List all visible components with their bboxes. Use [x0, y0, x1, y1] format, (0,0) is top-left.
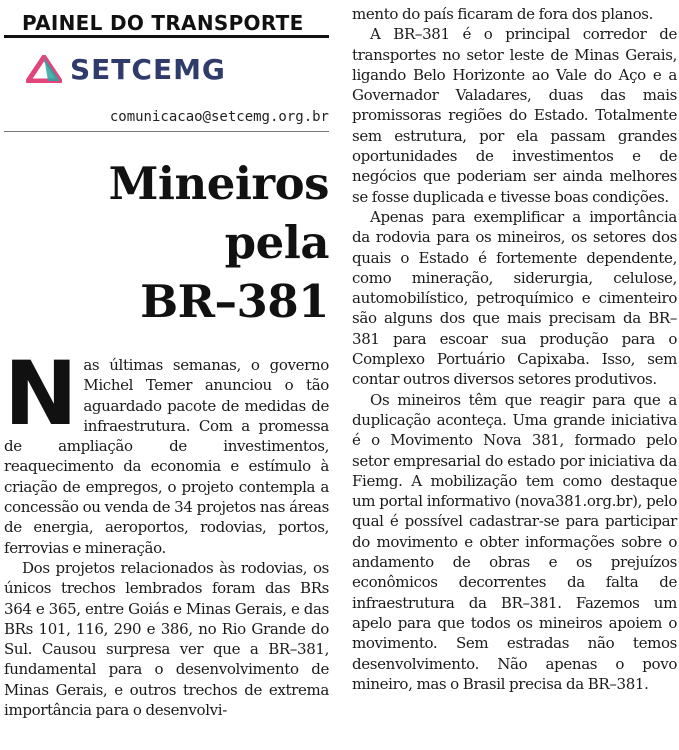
left-column [4, 0, 329, 720]
brand-name: SETCEMG [70, 52, 226, 86]
right-column [352, 4, 677, 694]
paragraph: Apenas para exemplificar a importância da rodovia para os mineiros, os setores dos quais o Estado é fortemente dependente, como mineração, siderurgia, celulose, automobilístico, petroquímico e cimenteiro são alguns dos que mais precisam da BR–381 para escoar sua produção para o Complexo Portuário Capixaba. Isso, sem contar outros diversos setores produtivos. [352, 207, 677, 389]
article-body-left [4, 342, 329, 720]
contact-email: comunicacao@setcemg.org.br [109, 109, 329, 125]
article-body-right [352, 4, 677, 694]
section-title: PAINEL DO TRANSPORTE [4, 6, 329, 38]
paragraph-continuation: mento do país ficaram de fora dos planos. [352, 5, 654, 23]
headline-line-1: Mineiros [108, 157, 329, 210]
drop-cap: N [4, 342, 78, 445]
paragraph: Dos projetos relacionados às rodovias, os únicos trechos lembrados foram das BRs 364 e 365, entre Goiás e Minas Gerais, e das BRs 101, 116, 290 e 386, no Rio Grande do Sul. Causou surpresa ver que a BR–381, fundamental para o desenvolvimento de Minas Gerais, e outros trechos de extrema importância para o desenvolvi- [4, 558, 329, 720]
headline-line-2: pela [224, 216, 329, 269]
headline [4, 154, 329, 331]
headline-line-3: BR–381 [140, 275, 329, 328]
divider [4, 131, 329, 132]
paragraph: as últimas semanas, o governo Michel Temer anunciou o tão aguardado pacote de medidas de infraestrutura. Com a promessa de ampliação de investimentos, reaquecimento da economia e estímulo à criação de empregos, o projeto contempla a concessão ou venda de 34 projetos nas áreas de energia, aeroportos, rodovias, portos, ferrovias e mineração. [4, 356, 329, 557]
paragraph: Os mineiros têm que reagir para que a duplicação aconteça. Uma grande iniciativa é o Movimento Nova 381, formado pelo setor empresarial do estado por iniciativa da Fiemg. A mobilização tem como destaque um portal informativo (nova381.org.br), pelo qual é possível cadastrar-se para participar do movimento e obter informações sobre o andamento de obras e os prejuízos econômicos decorrentes da falta de infraestrutura da BR–381. Fazemos um apelo para que todos os mineiros apoiem o movimento. Sem estradas não temos desenvolvimento. Não apenas o povo mineiro, mas o Brasil precisa da BR–381. [352, 390, 677, 693]
setcemg-logo-icon [26, 55, 62, 83]
paragraph: A BR–381 é o principal corredor de transportes no setor leste de Minas Gerais, ligando Belo Horizonte ao Vale do Aço e a Governador Valadares, duas das mais promissoras regiões do Estado. Totalmente sem estrutura, por ela passam grandes oportunidades de investimentos e de negócios que poderiam ser ainda melhores se fosse duplicada e tivesse boas condições. [352, 25, 677, 206]
brand-block [4, 47, 329, 91]
